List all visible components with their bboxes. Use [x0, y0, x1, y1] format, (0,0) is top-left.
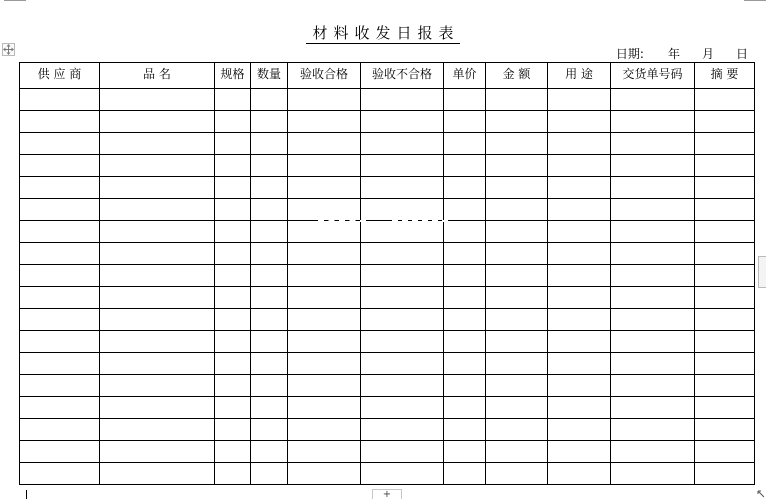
table-cell[interactable]	[611, 243, 695, 265]
table-row	[20, 441, 755, 463]
table-cell[interactable]	[548, 199, 611, 221]
table-cell[interactable]	[251, 199, 288, 221]
header-cell: 摘 要	[695, 63, 755, 89]
date-day: 日	[735, 47, 748, 61]
table-cell[interactable]	[20, 309, 100, 331]
table-cell[interactable]	[100, 463, 215, 485]
table-cell[interactable]	[695, 199, 755, 221]
table-cell[interactable]	[548, 287, 611, 309]
table-cell[interactable]	[288, 463, 361, 485]
table-row	[20, 375, 755, 397]
table-cell[interactable]	[444, 397, 486, 419]
table-cell[interactable]	[695, 265, 755, 287]
table-cell[interactable]	[288, 309, 361, 331]
table-cell[interactable]	[251, 221, 288, 243]
table-cell[interactable]	[288, 353, 361, 375]
table-cell[interactable]	[695, 155, 755, 177]
table-cell[interactable]	[100, 375, 215, 397]
table-cell[interactable]	[361, 155, 444, 177]
table-cell[interactable]	[548, 243, 611, 265]
table-cell[interactable]	[361, 397, 444, 419]
table-row	[20, 265, 755, 287]
table-cell[interactable]	[20, 221, 100, 243]
table-cell[interactable]	[215, 463, 251, 485]
table-cell[interactable]	[20, 353, 100, 375]
header-cell: 验收合格	[288, 63, 361, 89]
table-cell[interactable]	[611, 89, 695, 111]
table-cell[interactable]	[548, 111, 611, 133]
table-cell[interactable]	[611, 133, 695, 155]
table-cell[interactable]	[611, 353, 695, 375]
table-cell[interactable]	[444, 331, 486, 353]
table-cell[interactable]	[215, 133, 251, 155]
table-row	[20, 133, 755, 155]
table-cell[interactable]	[288, 287, 361, 309]
table-cell[interactable]	[100, 309, 215, 331]
table-cell[interactable]	[215, 375, 251, 397]
page-corner-mark	[4, 0, 26, 1]
table-cell[interactable]	[361, 353, 444, 375]
table-cell[interactable]	[100, 353, 215, 375]
table-row	[20, 221, 755, 243]
table-cell[interactable]	[444, 199, 486, 221]
add-row-button[interactable]: +	[372, 489, 402, 499]
table-cell[interactable]	[444, 177, 486, 199]
date-month: 月	[701, 47, 714, 61]
table-cell[interactable]	[444, 309, 486, 331]
table-cell[interactable]	[548, 177, 611, 199]
move-icon	[3, 44, 14, 55]
table-cell[interactable]	[695, 221, 755, 243]
table-cell[interactable]	[251, 353, 288, 375]
table-cell[interactable]	[20, 177, 100, 199]
table-resize-handle[interactable]	[757, 490, 765, 498]
table-row	[20, 419, 755, 441]
table-cell[interactable]	[444, 155, 486, 177]
text-cursor	[26, 490, 27, 499]
table-cell[interactable]	[251, 441, 288, 463]
table-cell[interactable]	[444, 221, 486, 243]
table-cell[interactable]	[444, 265, 486, 287]
table-cell[interactable]	[486, 287, 548, 309]
table-cell[interactable]	[486, 309, 548, 331]
table-cell[interactable]	[361, 419, 444, 441]
table-cell[interactable]	[548, 221, 611, 243]
table-cell[interactable]	[288, 243, 361, 265]
table-cell[interactable]	[251, 463, 288, 485]
table-cell[interactable]	[361, 111, 444, 133]
table-cell[interactable]	[486, 397, 548, 419]
table-row	[20, 111, 755, 133]
resize-icon	[757, 490, 765, 498]
table-cell[interactable]	[20, 111, 100, 133]
material-report-table	[19, 62, 755, 485]
table-cell[interactable]	[486, 133, 548, 155]
table-cell[interactable]	[695, 353, 755, 375]
table-cell[interactable]	[100, 111, 215, 133]
table-cell[interactable]	[548, 155, 611, 177]
table-cell[interactable]	[611, 287, 695, 309]
table-cell[interactable]	[215, 331, 251, 353]
table-cell[interactable]	[611, 441, 695, 463]
table-cell[interactable]	[695, 441, 755, 463]
table-cell[interactable]	[251, 331, 288, 353]
table-cell[interactable]	[486, 353, 548, 375]
table-cell[interactable]	[251, 375, 288, 397]
table-cell[interactable]	[611, 177, 695, 199]
table-cell[interactable]	[215, 243, 251, 265]
table-cell[interactable]	[288, 221, 361, 243]
table-cell[interactable]	[486, 243, 548, 265]
table-cell[interactable]	[486, 155, 548, 177]
page-corner-mark	[744, 0, 766, 1]
table-cell[interactable]	[288, 265, 361, 287]
table-cell[interactable]	[361, 199, 444, 221]
table-cell[interactable]	[695, 111, 755, 133]
table-cell[interactable]	[548, 309, 611, 331]
date-year: 年	[667, 47, 680, 61]
table-cell[interactable]	[20, 375, 100, 397]
table-cell[interactable]	[288, 397, 361, 419]
table-cell[interactable]	[695, 309, 755, 331]
date-line	[616, 45, 748, 62]
table-cell[interactable]	[20, 441, 100, 463]
table-cell[interactable]	[695, 89, 755, 111]
table-cell[interactable]	[100, 243, 215, 265]
table-move-handle[interactable]	[2, 43, 15, 56]
page-title	[0, 22, 766, 43]
table-row	[20, 177, 755, 199]
table-cell[interactable]	[486, 111, 548, 133]
table-row	[20, 243, 755, 265]
table-cell[interactable]	[611, 111, 695, 133]
table-cell[interactable]	[288, 177, 361, 199]
table-cell[interactable]	[20, 331, 100, 353]
table-cell[interactable]	[548, 133, 611, 155]
table-cell[interactable]	[444, 133, 486, 155]
table-cell[interactable]	[486, 265, 548, 287]
table-cell[interactable]	[251, 265, 288, 287]
table-cell[interactable]	[251, 419, 288, 441]
table-cell[interactable]	[361, 243, 444, 265]
table-cell[interactable]	[215, 397, 251, 419]
table-cell[interactable]	[361, 309, 444, 331]
table-cell[interactable]	[251, 89, 288, 111]
table-cell[interactable]	[548, 331, 611, 353]
table-cell[interactable]	[100, 221, 215, 243]
header-cell: 交货单号码	[611, 63, 695, 89]
header-cell: 规格	[215, 63, 251, 89]
table-cell[interactable]	[20, 287, 100, 309]
table-body	[20, 89, 755, 485]
table-cell[interactable]	[20, 419, 100, 441]
table-cell[interactable]	[288, 133, 361, 155]
table-cell[interactable]	[251, 309, 288, 331]
table-cell[interactable]	[251, 397, 288, 419]
selection-marker	[318, 220, 366, 222]
table-cell[interactable]	[548, 463, 611, 485]
table-cell[interactable]	[548, 353, 611, 375]
table-cell[interactable]	[611, 265, 695, 287]
table-cell[interactable]	[251, 243, 288, 265]
table-cell[interactable]	[288, 419, 361, 441]
table-cell[interactable]	[20, 463, 100, 485]
table-cell[interactable]	[251, 111, 288, 133]
table-cell[interactable]	[611, 463, 695, 485]
table-cell[interactable]	[444, 111, 486, 133]
table-row	[20, 331, 755, 353]
header-cell: 金 额	[486, 63, 548, 89]
table-cell[interactable]	[20, 133, 100, 155]
table-cell[interactable]	[361, 177, 444, 199]
table-cell[interactable]	[251, 155, 288, 177]
header-cell: 品 名	[100, 63, 215, 89]
table-cell[interactable]	[486, 375, 548, 397]
table-cell[interactable]	[288, 331, 361, 353]
date-label: 日期:	[615, 47, 644, 61]
table-cell[interactable]	[100, 155, 215, 177]
table-cell[interactable]	[215, 155, 251, 177]
table-cell[interactable]	[361, 331, 444, 353]
header-cell: 供 应 商	[20, 63, 100, 89]
table-cell[interactable]	[215, 177, 251, 199]
table-cell[interactable]	[20, 155, 100, 177]
table-cell[interactable]	[611, 375, 695, 397]
table-cell[interactable]	[611, 419, 695, 441]
table-cell[interactable]	[215, 89, 251, 111]
table-cell[interactable]	[100, 265, 215, 287]
table-row	[20, 155, 755, 177]
table-cell[interactable]	[215, 309, 251, 331]
table-cell[interactable]	[611, 397, 695, 419]
table-cell[interactable]	[100, 419, 215, 441]
table-cell[interactable]	[288, 375, 361, 397]
table-cell[interactable]	[361, 133, 444, 155]
table-cell[interactable]	[695, 243, 755, 265]
table-cell[interactable]	[695, 331, 755, 353]
table-header-row	[20, 63, 755, 89]
table-cell[interactable]	[215, 353, 251, 375]
table-cell[interactable]	[695, 287, 755, 309]
table-cell[interactable]	[444, 243, 486, 265]
table-cell[interactable]	[486, 199, 548, 221]
table-cell[interactable]	[695, 463, 755, 485]
table-cell[interactable]	[695, 397, 755, 419]
selection-marker	[392, 220, 448, 222]
side-panel-handle[interactable]	[758, 256, 766, 288]
table-cell[interactable]	[361, 221, 444, 243]
table-cell[interactable]	[288, 199, 361, 221]
table-row	[20, 309, 755, 331]
table-cell[interactable]	[444, 287, 486, 309]
header-cell: 数量	[251, 63, 288, 89]
table-cell[interactable]	[361, 375, 444, 397]
table-cell[interactable]	[695, 419, 755, 441]
header-cell: 单价	[444, 63, 486, 89]
table-cell[interactable]	[361, 89, 444, 111]
title-text: 材料收发日报表	[306, 24, 459, 44]
table-cell[interactable]	[251, 177, 288, 199]
table-cell[interactable]	[100, 397, 215, 419]
table-cell[interactable]	[361, 265, 444, 287]
table-cell[interactable]	[486, 441, 548, 463]
table-cell[interactable]	[100, 199, 215, 221]
table-cell[interactable]	[215, 221, 251, 243]
table-cell[interactable]	[20, 397, 100, 419]
table-cell[interactable]	[695, 375, 755, 397]
table-cell[interactable]	[100, 441, 215, 463]
table-cell[interactable]	[444, 441, 486, 463]
table-cell[interactable]	[361, 441, 444, 463]
table-cell[interactable]	[486, 89, 548, 111]
table-cell[interactable]	[100, 177, 215, 199]
table-cell[interactable]	[695, 177, 755, 199]
header-cell: 用 途	[548, 63, 611, 89]
table-cell[interactable]	[100, 89, 215, 111]
header-cell: 验收不合格	[361, 63, 444, 89]
table-cell[interactable]	[444, 463, 486, 485]
table-row	[20, 199, 755, 221]
table-cell[interactable]	[444, 375, 486, 397]
table-cell[interactable]	[288, 155, 361, 177]
table-cell[interactable]	[288, 111, 361, 133]
table-cell[interactable]	[548, 265, 611, 287]
table-cell[interactable]	[100, 133, 215, 155]
table-cell[interactable]	[20, 265, 100, 287]
table-cell[interactable]	[444, 353, 486, 375]
table-cell[interactable]	[548, 441, 611, 463]
table-cell[interactable]	[611, 199, 695, 221]
table-cell[interactable]	[288, 441, 361, 463]
table-cell[interactable]	[361, 287, 444, 309]
table-cell[interactable]	[486, 419, 548, 441]
table-cell[interactable]	[486, 177, 548, 199]
table-cell[interactable]	[611, 331, 695, 353]
table-cell[interactable]	[444, 419, 486, 441]
table-cell[interactable]	[695, 133, 755, 155]
table-cell[interactable]	[215, 287, 251, 309]
table-cell[interactable]	[548, 419, 611, 441]
table-cell[interactable]	[20, 243, 100, 265]
table-cell[interactable]	[486, 331, 548, 353]
table-cell[interactable]	[611, 155, 695, 177]
table-cell[interactable]	[361, 463, 444, 485]
table-cell[interactable]	[548, 397, 611, 419]
table-cell[interactable]	[215, 199, 251, 221]
table-cell[interactable]	[100, 331, 215, 353]
table-cell[interactable]	[100, 287, 215, 309]
table-cell[interactable]	[486, 221, 548, 243]
table-cell[interactable]	[20, 89, 100, 111]
table-cell[interactable]	[251, 287, 288, 309]
table-cell[interactable]	[215, 111, 251, 133]
table-cell[interactable]	[215, 265, 251, 287]
table-row	[20, 463, 755, 485]
table-cell[interactable]	[251, 133, 288, 155]
table-cell[interactable]	[444, 89, 486, 111]
table-row	[20, 89, 755, 111]
table-cell[interactable]	[20, 199, 100, 221]
table-row	[20, 397, 755, 419]
table-cell[interactable]	[548, 89, 611, 111]
table-cell[interactable]	[486, 463, 548, 485]
table-cell[interactable]	[611, 309, 695, 331]
table-cell[interactable]	[288, 89, 361, 111]
table-row	[20, 353, 755, 375]
table-cell[interactable]	[215, 441, 251, 463]
table-cell[interactable]	[548, 375, 611, 397]
table-cell[interactable]	[215, 419, 251, 441]
table-cell[interactable]	[611, 221, 695, 243]
table-row	[20, 287, 755, 309]
